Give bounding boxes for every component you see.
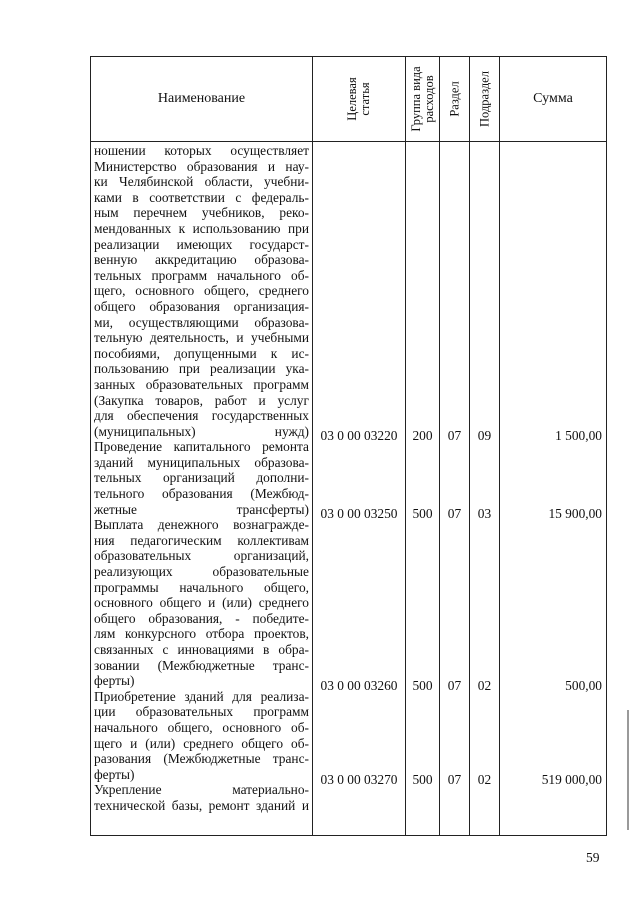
header-sum: Сумма xyxy=(500,57,607,142)
record-4-sum: 519 000,00 xyxy=(541,772,602,787)
record-2-section: 07 xyxy=(447,506,462,521)
record-4-subsection: 02 xyxy=(477,772,492,787)
record-2-expense-group: 500 xyxy=(412,506,433,521)
record-1-subsection: 09 xyxy=(477,428,492,443)
record-3-subsection: 02 xyxy=(477,678,492,693)
header-subsection: Подраздел xyxy=(470,57,500,142)
record-2-target-article: 03 0 00 03250 xyxy=(320,506,398,521)
header-target-article: Целевая статья xyxy=(313,57,406,142)
scan-edge-mark xyxy=(627,710,629,830)
record-3-section: 07 xyxy=(447,678,462,693)
subsection-column xyxy=(470,142,500,836)
section-column xyxy=(440,142,470,836)
table-row xyxy=(91,142,607,836)
record-1-section: 07 xyxy=(447,428,462,443)
record-2-name: Проведение капитального ремонта зданий муниципальных образова- тельных организаций дополни- тельного образования (Межбюд- жетные трансферты) xyxy=(94,439,309,517)
header-section: Раздел xyxy=(440,57,470,142)
record-4-section: 07 xyxy=(447,772,462,787)
record-3-name: Выплата денежного вознагражде- ния педагогическим коллективам образовательных организаций, реализующих образовательные программы начального общего, основного общего и (или) среднего общего образования, - победите- лям конкурсного отбора проектов, связанных с инновациями в обра- зовании (Межбюджетные транс- ферты) xyxy=(94,517,309,689)
table-header-row xyxy=(91,57,607,142)
record-1-target-article: 03 0 00 03220 xyxy=(320,428,398,443)
record-5-name: Укрепление материально- технической базы, ремонт зданий и xyxy=(94,782,309,813)
record-1-expense-group: 200 xyxy=(412,428,433,443)
record-2-subsection: 03 xyxy=(477,506,492,521)
sum-column xyxy=(500,142,607,836)
name-column xyxy=(91,142,313,836)
expense-group-column xyxy=(406,142,440,836)
budget-table xyxy=(90,56,607,836)
record-3-target-article: 03 0 00 03260 xyxy=(320,678,398,693)
header-expense-group: Группа вида расходов xyxy=(406,57,440,142)
record-4-expense-group: 500 xyxy=(412,772,433,787)
target-article-column xyxy=(313,142,406,836)
record-3-expense-group: 500 xyxy=(412,678,433,693)
record-1-name: ношении которых осуществляет Министерство образования и нау- ки Челябинской области, учебни- ками в соответствии с федераль- ным перечнем учебников, реко- мендованных к использованию при реализации имеющих государст- венную аккредитацию образова- тельных программ начального об- щего, основного общего, среднего общего образования организация- ми, осуществляющими образова- тельную деятельность, и учебными пособиями, допущенными к ис- пользованию при реализации ука- занных образовательных программ (Закупка товаров, работ и услуг для обеспечения государственных (муниципальных) нужд) xyxy=(94,143,309,439)
record-4-name: Приобретение зданий для реализа- ции образовательных программ начального общего, основного об- щего и (или) среднего общего об- разования (Межбюджетные транс- ферты) xyxy=(94,688,309,782)
record-3-sum: 500,00 xyxy=(565,678,602,693)
record-4-target-article: 03 0 00 03270 xyxy=(320,772,398,787)
record-2-sum: 15 900,00 xyxy=(548,506,602,521)
header-name: Наименование xyxy=(91,57,313,142)
page-number: 59 xyxy=(586,850,600,865)
record-1-sum: 1 500,00 xyxy=(555,428,602,443)
